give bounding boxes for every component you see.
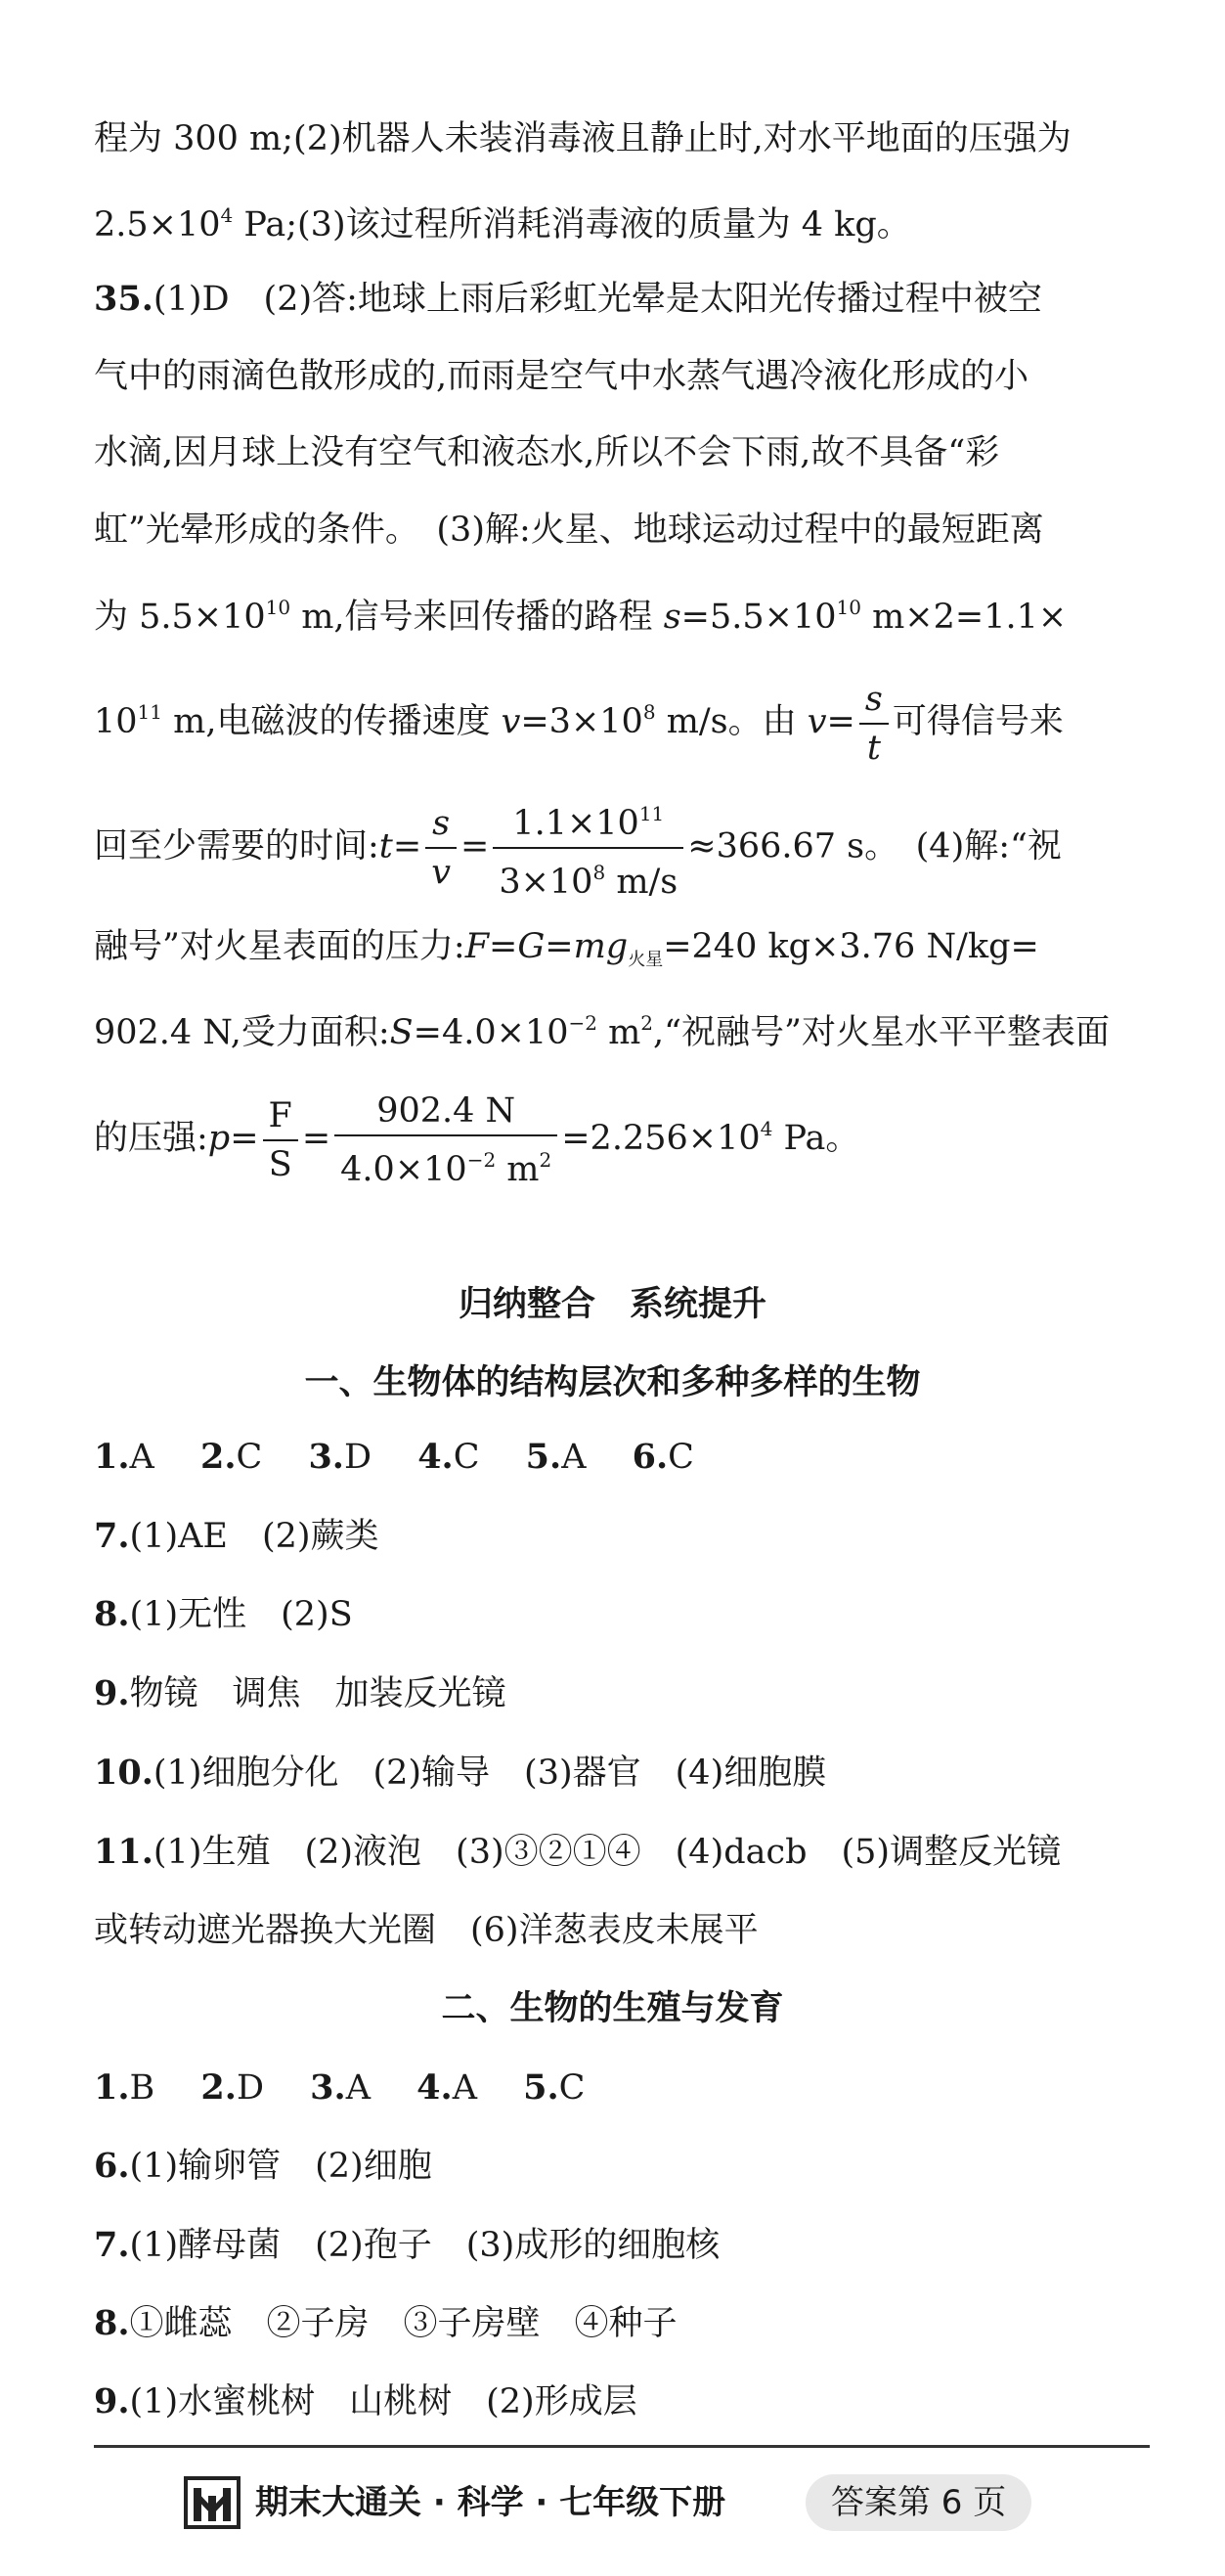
footer-rule [94, 2445, 1150, 2448]
formula-line: 的压强:p= $\frac{F}{S}$ = $\frac{902.4 N}{4.0\times 10^{-2} m^2}$ $=2.256\times 10^4$ Pa。 [94, 1090, 860, 1189]
text-line: 或转动遮光器换大光圈 (6)洋葱表皮未展平 [94, 1911, 759, 1950]
fraction: $\frac{902.4 N}{4.0\times 10^{-2} m^2}$ [334, 1091, 557, 1189]
text-line: 融号”对火星表面的压力$:F=G=mg_{火星}=240$ kg×3.76 N/kg= [94, 927, 1039, 970]
text-line: 程为 300 m;(2)机器人未装消毒液且静止时,对水平地面的压强为 [94, 119, 1072, 158]
text-line: 水滴,因月球上没有空气和液态水,所以不会下雨,故不具备“彩 [94, 433, 1000, 472]
answer-9: 9.物镜 调焦 加装反光镜 [94, 1673, 506, 1713]
answer-7: 7.(1)酵母菌 (2)孢子 (3)成形的细胞核 [94, 2225, 721, 2265]
question-35: 35.(1)D (2)答:地球上雨后彩虹光晕是太阳光传播过程中被空 [94, 279, 1042, 319]
answer-6: 6.(1)输卵管 (2)细胞 [94, 2146, 432, 2186]
section-heading: 归纳整合 系统提升 [458, 1285, 766, 1324]
text-line: 为 $5.5\times 10^{10}$ m,信号来回传播的路程 $s=5.5\times 10^{10}$ m×2=1.1× [94, 596, 1068, 637]
fraction: $\frac{s}{t}$ [859, 680, 889, 768]
fraction: $\frac{F}{S}$ [263, 1096, 298, 1184]
answer-11: 11.(1)生殖 (2)液泡 (3)③②①④ (4)dacb (5)调整反光镜 [94, 1832, 1062, 1872]
answer-10: 10.(1)细胞分化 (2)输导 (3)器官 (4)细胞膜 [94, 1753, 827, 1793]
text-line: $2.5\times 10^4$ Pa;(3)该过程所消耗消毒液的质量为 4 kg。 [94, 203, 911, 244]
section-title: 二、生物的生殖与发育 [441, 1989, 784, 2028]
book-title: 期末大通关 · 科学 · 七年级下册 [255, 2483, 726, 2522]
answer-8: 8.(1)无性 (2)S [94, 1594, 353, 1634]
answer-9: 9.(1)水蜜桃树 山桃树 (2)形成层 [94, 2381, 637, 2421]
text-line: 虹”光晕形成的条件。 (3)解:火星、地球运动过程中的最短距离 [94, 511, 1044, 550]
page-footer [94, 2445, 1150, 2543]
fraction: $\frac{s}{v}$ [425, 804, 457, 892]
answers-1-6: 1.A 2.C 3.D 4.C 5.A 6.C [94, 1437, 694, 1477]
answers-1-5: 1.B 2.D 3.A 4.A 5.C [94, 2067, 586, 2108]
text-line: 气中的雨滴色散形成的,而雨是空气中水蒸气遇冷液化形成的小 [94, 357, 1029, 396]
answer-7: 7.(1)AE (2)蕨类 [94, 1516, 379, 1556]
answer-8: 8.①雌蕊 ②子房 ③子房壁 ④种子 [94, 2303, 678, 2343]
fraction: $\frac{1.1\times 10^{11}}{3\times 10^8 m/s}$ [493, 794, 683, 902]
formula-line: 回至少需要的时间:t= $\frac{s}{v}$ = $\frac{1.1\times 10^{11}}{3\times 10^8 m/s}$ ≈366.67 s。 (4)解:“祝 [94, 794, 1150, 902]
book-logo-icon [184, 2474, 241, 2531]
section-title: 一、生物体的结构层次和多种多样的生物 [304, 1363, 921, 1402]
text-line: 902.4 N,受力面积$:S=4.0\times 10^{-2}$ $m^2,“$祝融号”对火星水平平整表面 [94, 1011, 1110, 1052]
page-number-badge: 答案第 6 页 [806, 2474, 1031, 2531]
formula-line: $10^{11}$ m,电磁波的传播速度 $v=3\times 10^8$ m/s。由 v= $\frac{s}{t}$ 可得信号来 [94, 679, 1064, 768]
